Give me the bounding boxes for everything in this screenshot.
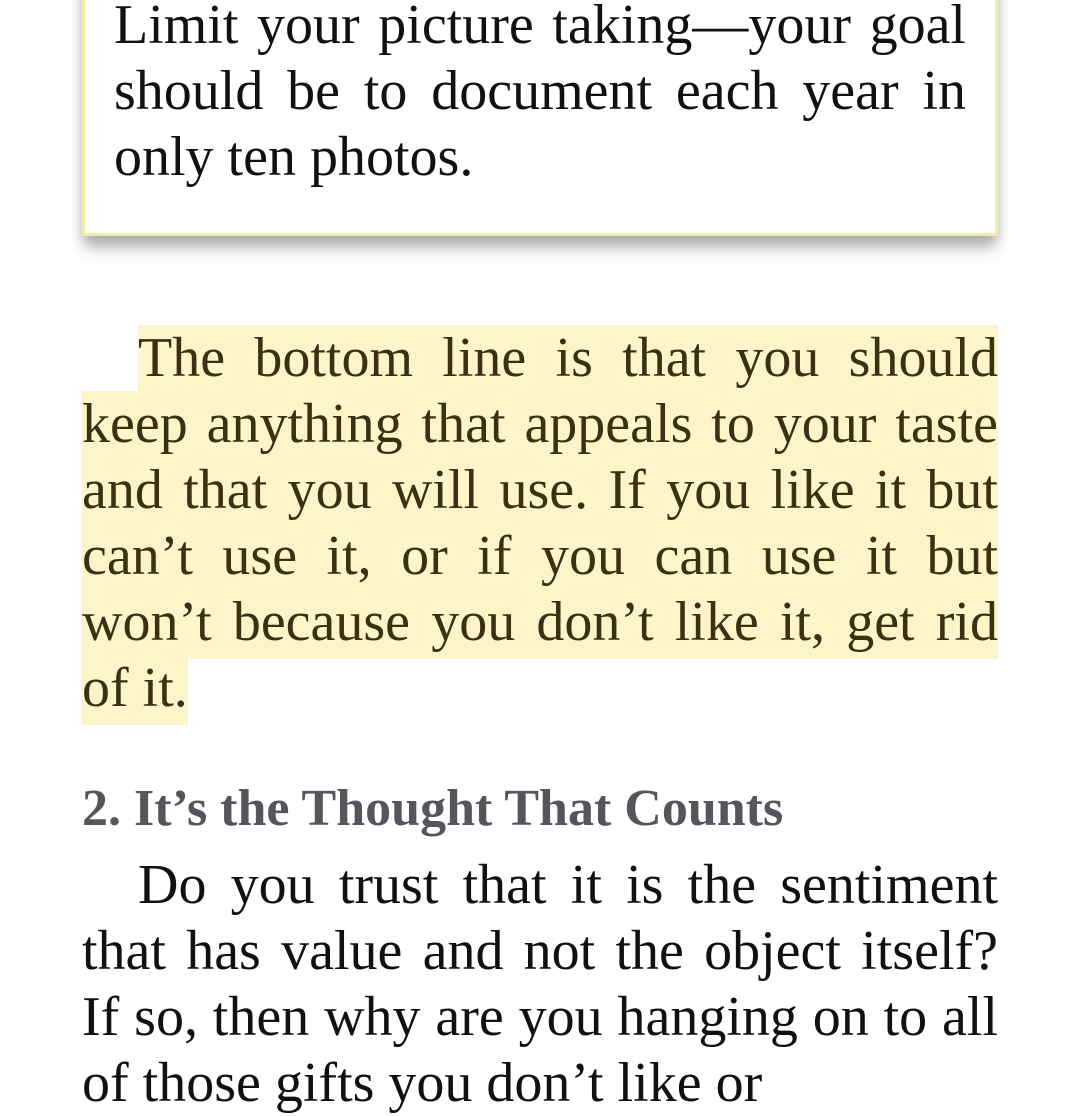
highlighted-paragraph[interactable]: [82, 325, 998, 721]
highlight-span[interactable]: The bottom line is that you should keep anything that appeals to your taste and that you will use. If you like it but can’t use it, or if you can use it but won’t because you don’t like it, get rid of it.: [82, 325, 998, 725]
body-paragraph: Do you trust that it is the sentiment that has value and not the object itself? If so, then why are you hanging on to all of those gifts you don’t like or: [82, 854, 998, 1114]
tip-callout-text: Limit your picture taking—your goal should be to document each year in only ten photos.: [114, 0, 966, 188]
section-heading: 2. It’s the Thought That Counts: [82, 780, 784, 837]
